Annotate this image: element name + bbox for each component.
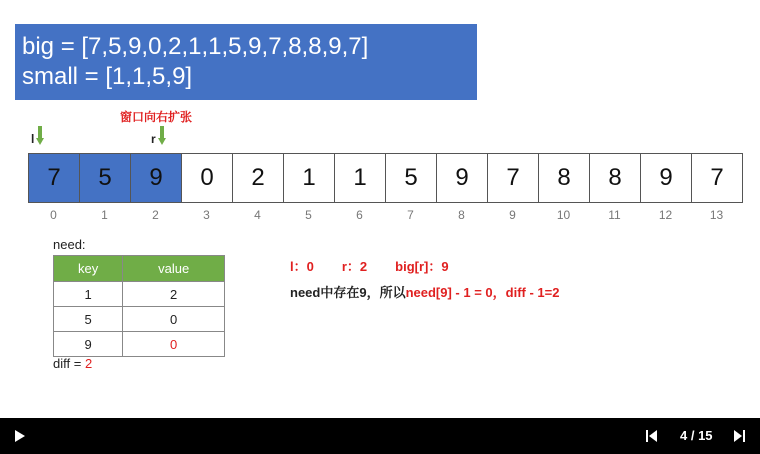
need-key: 5 bbox=[54, 307, 123, 332]
right-pointer-label: r bbox=[151, 132, 156, 146]
index-label: 0 bbox=[50, 208, 57, 222]
array-cell: 8 bbox=[539, 153, 590, 203]
array-cell: 0 bbox=[182, 153, 233, 203]
diff-line bbox=[53, 356, 92, 371]
need-table bbox=[53, 255, 225, 357]
explanation-prefix: need中存在9，所以 bbox=[290, 285, 406, 300]
array-cell: 8 bbox=[590, 153, 641, 203]
window-expand-note: 窗口向右扩张 bbox=[120, 110, 193, 124]
need-label: need: bbox=[53, 237, 86, 252]
need-key: 1 bbox=[54, 282, 123, 307]
index-label: 8 bbox=[458, 208, 465, 222]
index-label: 13 bbox=[709, 208, 724, 222]
diff-value: 2 bbox=[84, 356, 93, 371]
down-arrow-icon bbox=[36, 126, 44, 146]
index-label: 4 bbox=[254, 208, 261, 222]
explanation bbox=[290, 282, 559, 301]
index-label: 7 bbox=[407, 208, 414, 222]
need-value-highlight: 0 bbox=[123, 332, 225, 357]
array-cell: 9 bbox=[641, 153, 692, 203]
play-icon[interactable] bbox=[15, 430, 25, 442]
index-label: 6 bbox=[356, 208, 363, 222]
array-cell: 5 bbox=[386, 153, 437, 203]
need-col-value: value bbox=[123, 256, 225, 282]
index-label: 10 bbox=[556, 208, 571, 222]
state-l: l：0 bbox=[290, 259, 314, 274]
array-indices bbox=[28, 208, 742, 222]
state-big-r: big[r]：9 bbox=[395, 259, 449, 274]
array-cell: 2 bbox=[233, 153, 284, 203]
index-label: 11 bbox=[608, 208, 621, 222]
array-cells bbox=[28, 153, 743, 203]
array-cell: 9 bbox=[437, 153, 488, 203]
down-arrow-icon bbox=[158, 126, 166, 146]
window-cell: 9 bbox=[131, 153, 182, 203]
left-pointer bbox=[31, 126, 44, 146]
right-pointer bbox=[151, 126, 166, 146]
index-label: 2 bbox=[152, 208, 159, 222]
diff-label: diff = bbox=[53, 356, 85, 371]
index-label: 5 bbox=[305, 208, 312, 222]
need-key: 9 bbox=[54, 332, 123, 357]
need-value: 2 bbox=[123, 282, 225, 307]
table-row bbox=[54, 332, 225, 357]
need-col-key: key bbox=[54, 256, 123, 282]
array-cell: 7 bbox=[488, 153, 539, 203]
array-cell: 1 bbox=[284, 153, 335, 203]
player-controls bbox=[0, 418, 760, 454]
title-banner bbox=[15, 24, 477, 100]
state-r: r：2 bbox=[341, 259, 368, 274]
window-cell: 7 bbox=[29, 153, 80, 203]
skip-next-icon[interactable] bbox=[734, 430, 746, 442]
index-label: 9 bbox=[509, 208, 516, 222]
index-label: 3 bbox=[203, 208, 210, 222]
table-row bbox=[54, 307, 225, 332]
index-label: 1 bbox=[101, 208, 108, 222]
skip-previous-icon[interactable] bbox=[646, 430, 658, 442]
window-cell: 5 bbox=[80, 153, 131, 203]
small-array-line: small = [1,1,5,9] bbox=[22, 63, 193, 90]
big-array-line: big = [7,5,9,0,2,1,1,5,9,7,8,8,9,7] bbox=[22, 33, 369, 60]
table-row bbox=[54, 282, 225, 307]
state-line bbox=[290, 256, 449, 275]
slide-counter: 4 / 15 bbox=[680, 428, 713, 443]
need-table-header bbox=[54, 256, 225, 282]
array-cell: 1 bbox=[335, 153, 386, 203]
need-value: 0 bbox=[123, 307, 225, 332]
index-label: 12 bbox=[658, 208, 673, 222]
array-cell: 7 bbox=[692, 153, 743, 203]
left-pointer-label: l bbox=[31, 132, 35, 146]
explanation-rest: need[9] - 1 = 0，diff - 1=2 bbox=[405, 285, 560, 300]
